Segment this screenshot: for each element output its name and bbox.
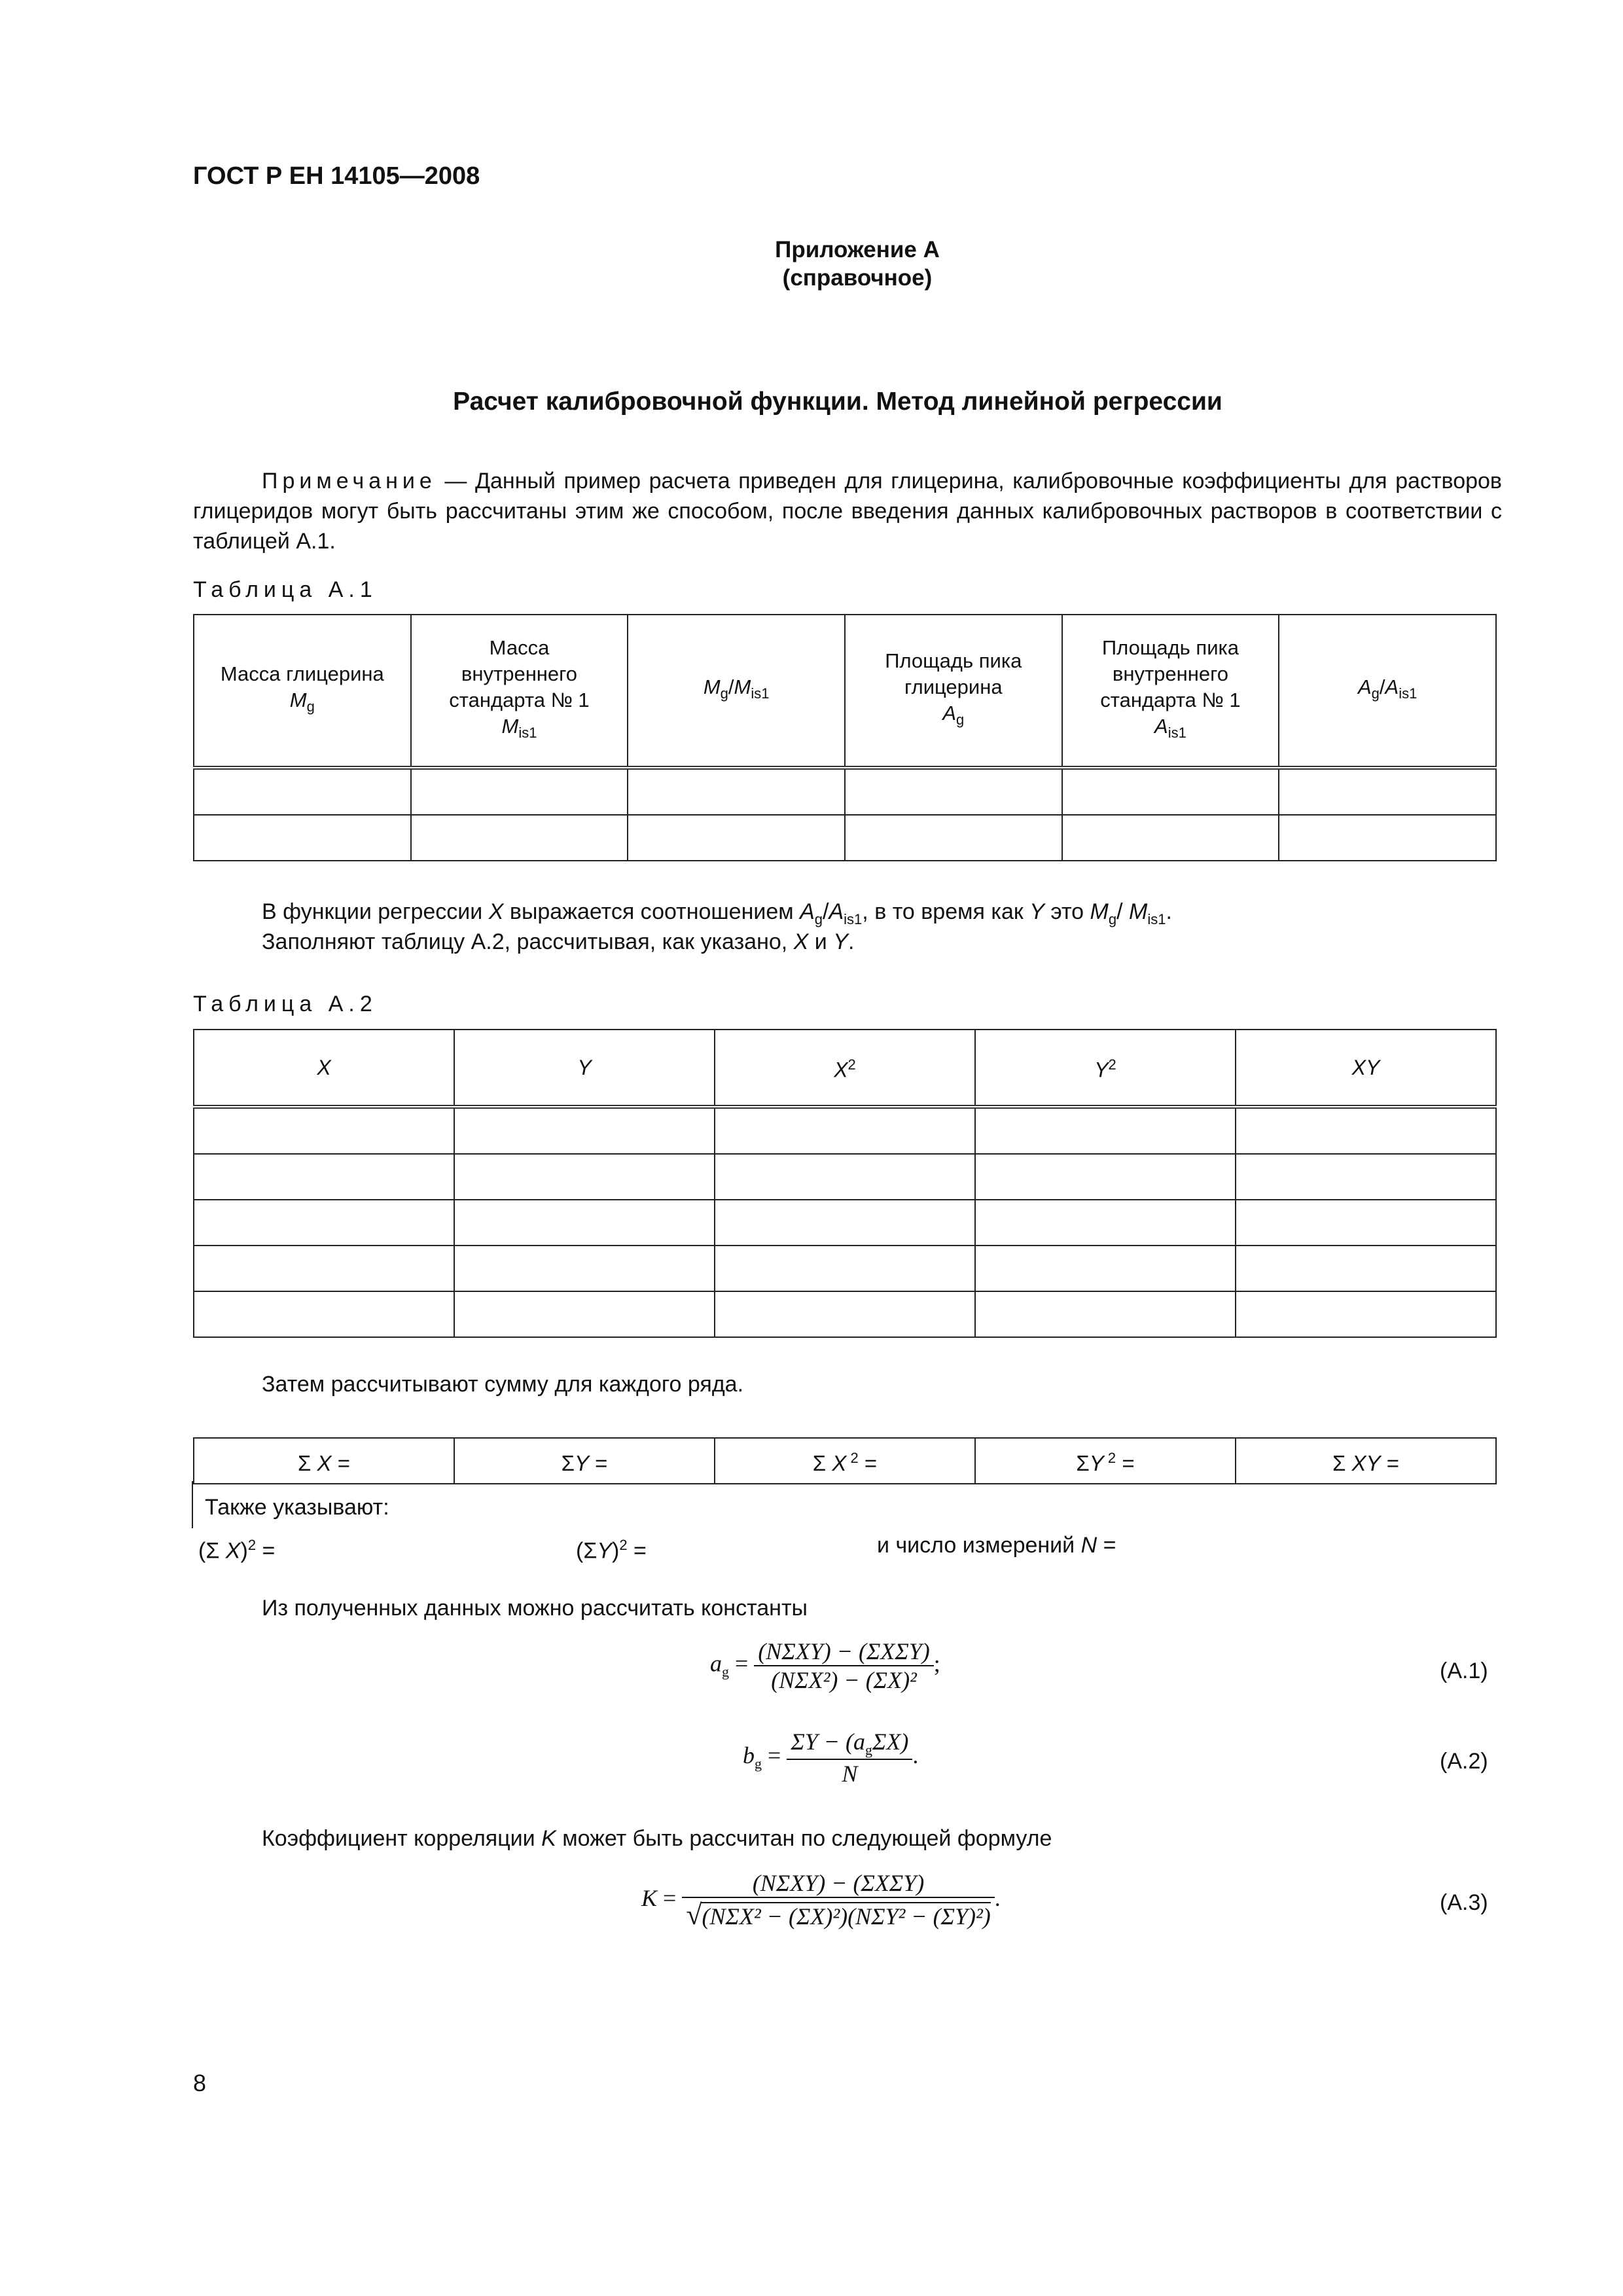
margin-rule [192,1481,193,1528]
table-a1-header: $A_g/A_{is1}$ [1279,615,1496,768]
appendix-type: (справочное) [782,265,933,291]
formula-a1-numerator: (NΣXY) − (ΣXΣY) [754,1638,933,1666]
sum-intro: Затем рассчитывают сумму для каждого ряда. [262,1372,744,1397]
formula-a2-numerator: $\Sigma Y - (a_g\Sigma X)$ [787,1728,912,1760]
sum-y2-cell: ΣY $^2$ = [975,1438,1236,1484]
table-a2-header-x: X [194,1030,454,1107]
sum-table [193,1437,1497,1484]
section-title: Расчет калибровочной функции. Метод линейной регрессии [453,387,1222,416]
sum-xy-cell: Σ XY = [1236,1438,1496,1484]
note-paragraph: Примечание — Данный пример расчета приведен для глицерина, калибровочные коэффициенты для растворов глицеридов могут быть рассчитаны этим же способом, после введения данных калибровочных растворов в соответствии с таблицей А.1. [193,469,1502,554]
table-a1-caption: Таблица А.1 [193,577,378,602]
table-a1 [193,614,1497,861]
sum-y-squared: $(\Sigma Y)^2$ = [576,1537,647,1564]
table-a2-row [194,1291,1496,1337]
measurement-count: и число измерений N = [877,1533,1116,1558]
table-a2-row [194,1154,1496,1200]
appendix-label: Приложение А [775,237,940,262]
note-lead: Примечание [262,469,437,493]
sum-x2-cell: Σ X $^2$ = [715,1438,975,1484]
table-a1-header: $M_g/M_{is1}$ [628,615,845,768]
table-a2-header-y: Y [454,1030,715,1107]
regression-line-2: Заполняют таблицу А.2, рассчитывая, как указано, X и Y. [262,929,855,954]
table-a2-row [194,1107,1496,1154]
formula-a1-denominator: (NΣX²) − (ΣX)² [771,1667,917,1693]
constants-intro-text: Из полученных данных можно рассчитать константы [262,1593,808,1623]
table-a1-header: Масса глицерина $M_g$ [194,615,411,768]
regression-line-1: В функции регрессии X выражается соотношением $A_g/A_{is1}$, в то время как Y это $M_g/$ $M_{is1}$. [262,899,1172,927]
table-a2-header-x2: $X^2$ [715,1030,975,1107]
formula-a3-denominator: √(NΣX² − (ΣX)²)(NΣY² − (ΣY)²) [686,1899,991,1931]
table-a1-header: Площадь пика внутреннего стандарта № 1 $A_{is1}$ [1062,615,1279,768]
correlation-intro: Коэффициент корреляции K может быть рассчитан по следующей формуле [262,1826,1052,1851]
sum-x-cell: Σ X = [194,1438,454,1484]
table-a1-header: Площадь пика глицерина $A_g$ [845,615,1062,768]
sum-x-squared: (Σ X)$^2$ = [198,1537,276,1564]
formula-a3: K = $\frac{\text{(NΣXY) − (ΣXΣY)}}{\text{√(NΣX² − (ΣX)²)(NΣY² − (ΣY)²)}}$ . [641,1870,1001,1931]
note-text: Данный пример расчета приведен для глицерина, калибровочные коэффициенты для растворов глицеридов могут быть рассчитаны этим же способом, после введения данных калибровочных растворов в соответствии с таблицей А.1. [193,469,1502,554]
table-a1-row [194,815,1496,861]
table-a2-row [194,1246,1496,1291]
table-a2 [193,1029,1497,1338]
formula-a2: $b_g$ = $\frac{\Sigma Y - (a_g\Sigma X)}{N}$ . [743,1729,919,1787]
table-a1-row [194,768,1496,815]
equation-number-a1: (А.1) [1440,1659,1488,1683]
table-a2-row [194,1200,1496,1246]
table-a2-header-xy: XY [1236,1030,1496,1107]
equation-number-a2: (А.2) [1440,1749,1488,1774]
formula-a1: $a_g$ = $\frac{\text{(NΣXY) − (ΣXΣY)}}{\text{(NΣX²) − (ΣX)²}}$ ; [710,1638,940,1693]
formula-a2-denominator: N [842,1761,858,1787]
document-code: ГОСТ Р ЕН 14105—2008 [193,162,480,190]
page-number: 8 [193,2070,207,2096]
equation-number-a3: (А.3) [1440,1890,1488,1915]
formula-a3-numerator: (NΣXY) − (ΣXΣY) [682,1869,994,1898]
table-a2-caption: Таблица А.2 [193,992,378,1016]
sum-y-cell: ΣY = [454,1438,715,1484]
also-label: Также указывают: [205,1495,389,1520]
table-a2-header-y2: $Y^2$ [975,1030,1236,1107]
table-a1-header: Масса внутреннего стандарта № 1 $M_{is1}$ [411,615,628,768]
